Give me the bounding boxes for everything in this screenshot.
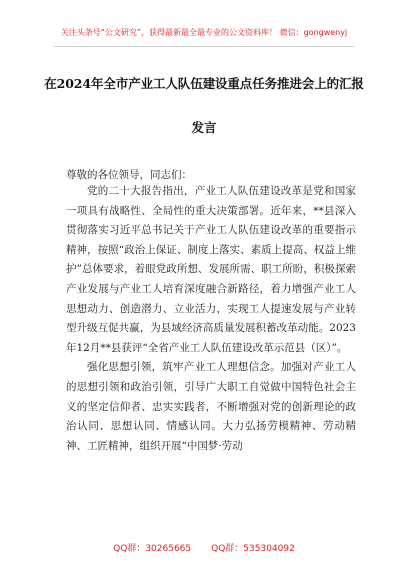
document-title: 在2024年全市产业工人队伍建设重点任务推进会上的汇报 [44, 76, 364, 91]
footer-qq-groups [0, 541, 408, 554]
paragraph-2: 强化思想引领，筑牢产业工人理想信念。加强对产业工人的思想引领和政治引领，引导广大职工自觉做中国特色社会主义的坚定信仰者、忠实实践者，不断增强对党的创新理论的政治认同、思想认同、情感认同。大力弘扬劳模精神、劳动精神、工匠精神，组织开展“中国梦·劳动 [66, 361, 356, 452]
salutation: 尊敬的各位领导，同志们： [66, 169, 192, 181]
promo-banner: 关注头条号“公文研究”，获得最新最全最专业的公文资料库！ 微信：gongwenyj [60, 28, 348, 37]
header-divider [54, 46, 354, 47]
document-subtitle: 发言 [191, 120, 217, 135]
document-body [66, 182, 356, 456]
qq-group-1: QQ群：30265665 [113, 544, 192, 554]
qq-group-2: QQ群：535304092 [211, 544, 295, 554]
paragraph-1: 党的二十大报告指出，产业工人队伍建设改革是党和国家一项具有战略性、全局性的重大决策部署。近年来，**县深入贯彻落实习近平总书记关于产业工人队伍建设改革的重要指示精神，按照“政治上保证、制度上落实、素质上提高、权益上维护”总体要求，着眼党政所想、发展所需、职工所盼，积极探索产业发展与产业工人培育深度融合新路径，着力增强产业工人思想动力、创造潜力、立业活力，实现工人提速发展与产业转型升级互促共赢，为县域经济高质量发展积蓄改革动能。2023年12月**县获评“全省产业工人队伍建设改革示范县（区）”。 [66, 185, 356, 354]
